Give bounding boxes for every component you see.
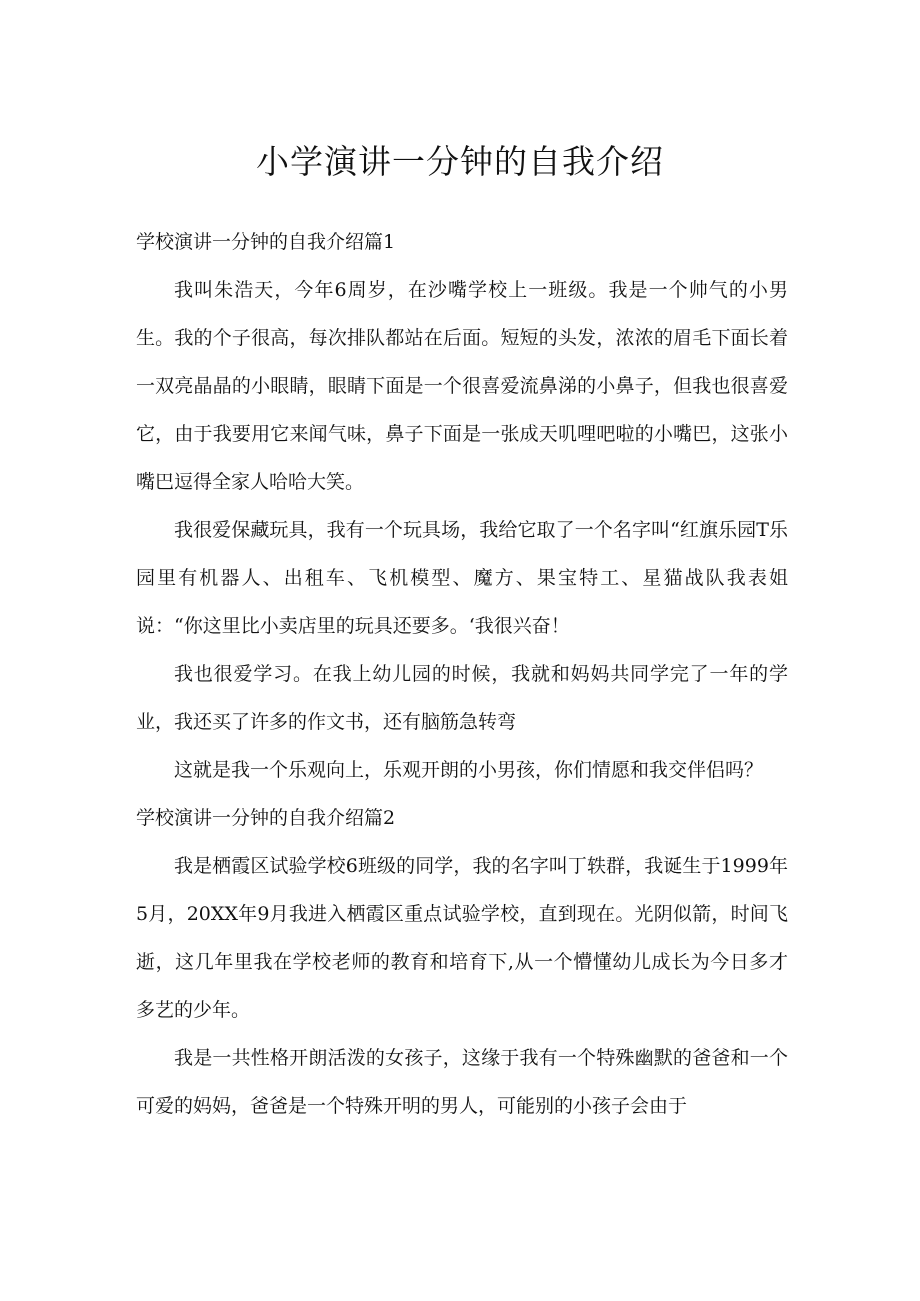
paragraph: 我也很爱学习。在我上幼儿园的时候，我就和妈妈共同学完了一年的学业，我还买了许多的作文书，还有脑筋急转弯 [136,663,788,733]
section-heading: 学校演讲一分钟的自我介绍篇1 [136,231,396,253]
document-title: 小学演讲一分钟的自我介绍 [256,142,664,181]
section-2 [136,794,788,1130]
paragraph: 我很爱保藏玩具，我有一个玩具场，我给它取了一个名字叫“红旗乐园T乐园里有机器人、出租车、飞机模型、魔方、果宝特工、星猫战队我表姐说：“你这里比小卖店里的玩具还要多。‘我很兴奋！ [136,519,788,637]
section-heading: 学校演讲一分钟的自我介绍篇2 [136,807,396,829]
section-1 [136,218,788,794]
paragraph: 我是一共性格开朗活泼的女孩子，这缘于我有一个特殊幽默的爸爸和一个可爱的妈妈，爸爸是一个特殊开明的男人，可能别的小孩子会由于 [136,1047,788,1117]
paragraph: 我是栖霞区试验学校6班级的同学，我的名字叫丁轶群，我诞生于1999年5月，20XX年9月我进入栖霞区重点试验学校，直到现在。光阴似箭，时间飞逝，这几年里我在学校老师的教育和培育下,从一个懵懂幼儿成长为今日多才多艺的少年。 [136,855,788,1021]
paragraph: 我叫朱浩天，今年6周岁，在沙嘴学校上一班级。我是一个帅气的小男生。我的个子很高，每次排队都站在后面。短短的头发，浓浓的眉毛下面长着一双亮晶晶的小眼睛，眼睛下面是一个很喜爱流鼻涕的小鼻子，但我也很喜爱它，由于我要用它来闻气味，鼻子下面是一张成天叽哩吧啦的小嘴巴，这张小嘴巴逗得全家人哈哈大笑。 [136,279,788,493]
paragraph: 这就是我一个乐观向上，乐观开朗的小男孩，你们情愿和我交伴侣吗？ [174,759,764,781]
document-body [136,218,788,1130]
